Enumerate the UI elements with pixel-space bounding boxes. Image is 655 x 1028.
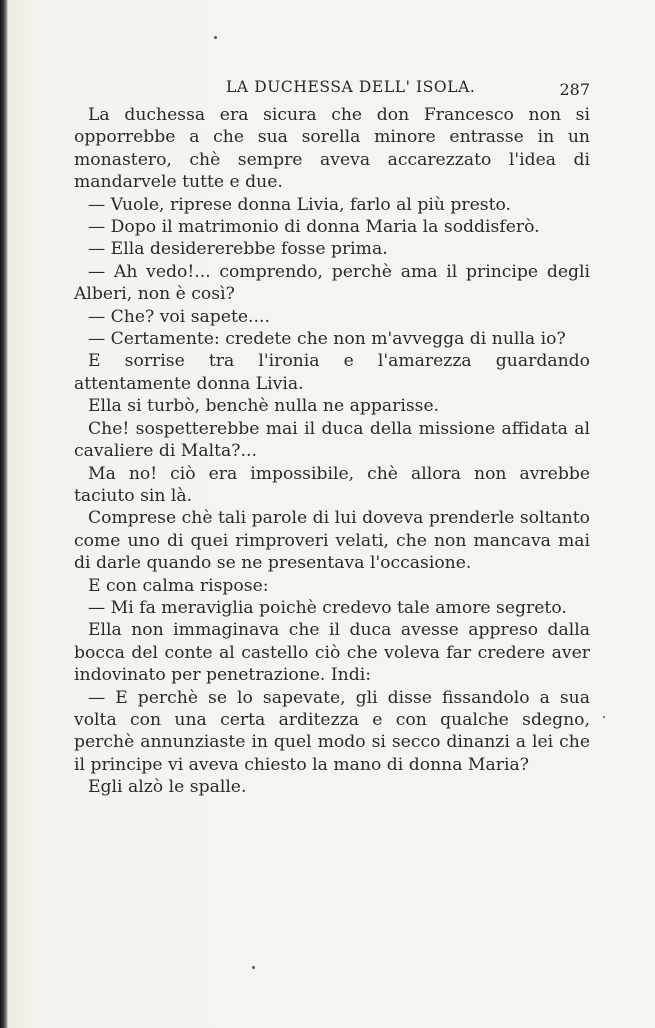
paragraph: Ella si turbò, benchè nulla ne apparisse.: [88, 396, 440, 417]
paragraph: Ma no! ciò era impossibile, chè allora non avrebbe taciuto sin là.: [74, 463, 590, 506]
paragraph: — Che? voi sapete....: [88, 306, 270, 327]
paragraph: La duchessa era sicura che don Francesco non si opporrebbe a che sua sorella minore entrasse in un monastero, chè sempre aveva accarezzato l'idea di mandarvele tutte e due.: [74, 105, 590, 193]
paper-speck: [214, 36, 217, 39]
page-number: 287: [559, 80, 590, 99]
paragraph: E con calma rispose:: [88, 575, 269, 596]
paragraph: — Ella desidererebbe fosse prima.: [88, 239, 388, 260]
paragraph: — Certamente: credete che non m'avvegga di nulla io?: [88, 329, 566, 350]
paragraph: E sorrise tra l'ironia e l'amarezza guardando attentamente donna Livia.: [74, 351, 590, 394]
paragraph: Comprese chè tali parole di lui doveva prenderle soltanto come uno di quei rimproveri velati, che non mancava mai di darle quando se ne presentava l'occasione.: [74, 508, 590, 574]
paragraph: — E perchè se lo sapevate, gli disse fissandolo a sua volta con una certa arditezza e con qualche sdegno, perchè annunziaste in quel modo si secco dinanzi a lei che il principe vi aveva chiesto la mano di donna Maria?: [74, 687, 590, 775]
paragraph: — Ah vedo!... comprendo, perchè ama il principe degli Alberi, non è così?: [74, 261, 590, 305]
paper-speck: [603, 716, 605, 718]
paragraph: Che! sospetterebbe mai il duca della missione affidata al cavaliere di Malta?...: [74, 418, 590, 462]
paragraph: Egli alzò le spalle.: [88, 777, 247, 798]
paragraph: Ella non immaginava che il duca avesse appreso dalla bocca del conte al castello ciò che voleva far credere aver indovinato per penetrazione. Indi:: [74, 620, 590, 686]
paragraph: — Vuole, riprese donna Livia, farlo al più presto.: [88, 194, 512, 215]
paragraph: — Mi fa meraviglia poichè credevo tale amore segreto.: [88, 597, 567, 618]
page-header: [74, 74, 590, 98]
body-text: [74, 104, 590, 799]
running-title: LA DUCHESSA DELL' ISOLA.: [226, 78, 476, 96]
paragraph: — Dopo il matrimonio di donna Maria la soddisferò.: [88, 217, 540, 238]
book-spine-shadow: [0, 0, 8, 1028]
paper-speck: [252, 966, 255, 969]
